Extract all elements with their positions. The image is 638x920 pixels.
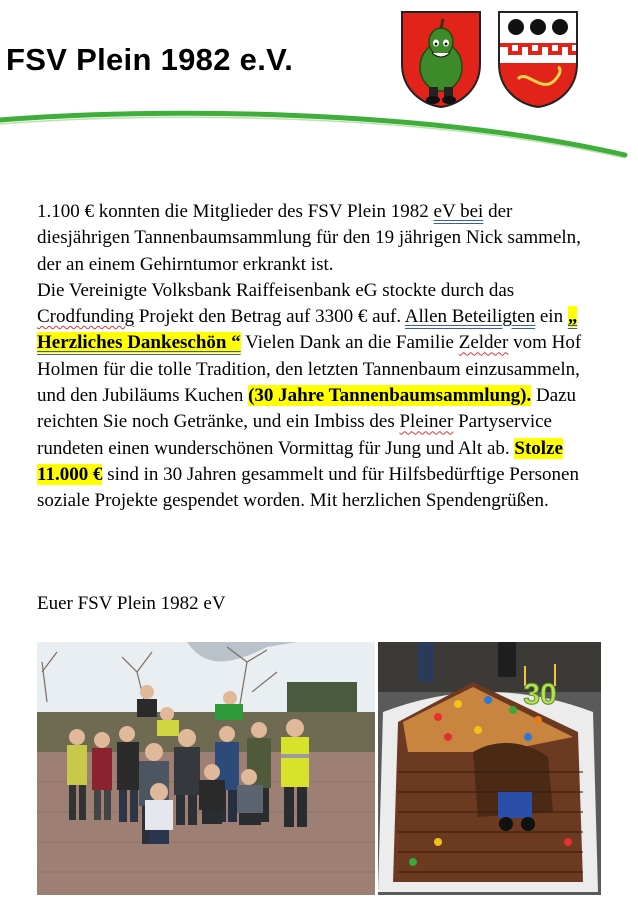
highlight-dankeschoen: „ Herzliches Dankeschön “ xyxy=(37,306,578,354)
paragraph-2: Die Vereinigte Volksbank Raiffeisenbank eG stockte durch das Crodfunding Projekt den Betrag auf 3300 € auf. Allen Beteiligten ein „ Herzliches Dankeschön “ Vielen Dank an die Familie Zelder vom Hof Holmen für die tolle Tradition, den letzten Tannenbaum einzusammeln, und den Jubiläums Kuchen (30 Jahre Tannenbaumsammlung). Dazu reichten Sie noch Getränke, und ein Imbiss des Pleiner Partyservice rundeten einen wunderschönen Vormittag für Jung und Alt ab. Stolze 11.000 € sind in 30 Jahren gesammelt und für Hilfsbedürftige Personen soziale Projekte gespendet worden. Mit herzlichen Spendengrüßen. xyxy=(37,279,582,512)
group-photo xyxy=(37,642,375,895)
cake-photo xyxy=(378,642,601,895)
club-title: FSV Plein 1982 e.V. xyxy=(6,42,294,77)
paragraph-1: 1.100 € konnten die Mitglieder des FSV Plein 1982 eV bei der diesjährigen Tannenbaumsammlung für den 19 jährigen Nick sammeln, der an einem Gehirntumor erkrankt ist. xyxy=(37,201,581,275)
highlight-30-jahre: (30 Jahre Tannenbaumsammlung). xyxy=(248,385,532,407)
cake-number: 30 xyxy=(523,678,557,711)
header-swoosh xyxy=(0,100,638,160)
castle-crest-icon xyxy=(496,9,580,109)
pear-crest-icon xyxy=(399,9,483,109)
signoff: Euer FSV Plein 1982 eV xyxy=(37,593,226,614)
highlight-stolze: Stolze 11.000 € xyxy=(37,437,563,485)
article-body xyxy=(37,199,597,515)
